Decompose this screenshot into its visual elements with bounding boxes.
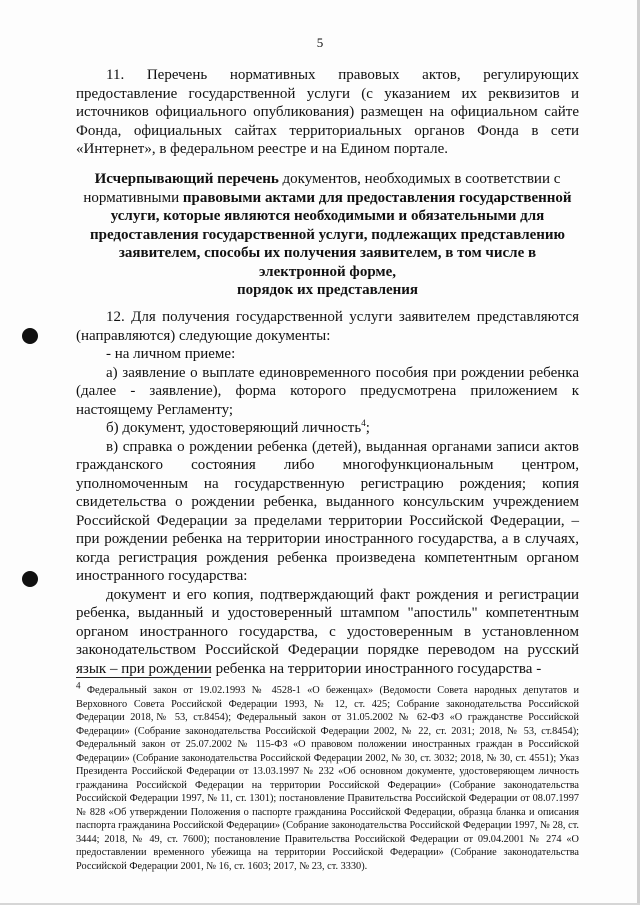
- punch-hole-mark: [22, 571, 38, 587]
- footnote-marker: 4: [76, 680, 81, 691]
- item-b-text: б) документ, удостоверяющий личность: [106, 420, 362, 436]
- footnote-reference: 4: [361, 418, 366, 428]
- heading-text: [76, 170, 579, 281]
- item-b-end: ;: [365, 420, 370, 436]
- paragraph-item-b: [76, 419, 579, 438]
- footnote-separator: [76, 677, 211, 678]
- heading-plain-1: документов, необходимых в соответствии с нормативными: [83, 171, 561, 206]
- paragraph-item-a: а) заявление о выплате единовременного пособия при рождении ребенка (далее - заявление), форма которого предусмотрена приложением к настоящему Регламенту;: [76, 364, 579, 418]
- page-number: 5: [316, 35, 324, 50]
- paragraph-12-intro: 12. Для получения государственной услуги заявителем представляются (направляются) следующие документы:: [76, 309, 579, 344]
- section-12: [76, 308, 579, 678]
- footnote-body: Федеральный закон от 19.02.1993 № 4528-1 «О беженцах» (Ведомости Совета народных депутатов и Верховного Совета Российской Федерации 1993, № 12, ст. 425; Собрание законодательства Российской Федерации 2018,№ 53, ст.8454); Федеральный закон от 31.05.2002 № 62-ФЗ «О гражданстве Российской Федерации» (Собрание законодательства Российской Федерации 2002, № 22, ст. 2031; 2018, № 53, ст.8454); Федеральный закон от 25.07.2002 № 115-ФЗ «О правовом положении иностранных граждан в Российской Федерации» (Собрание законодательства Российской Федерации 2002, № 30, ст. 3032; 2018, № 30, ст. 4551); Указ Президента Российской Федерации от 13.03.1997 № 232 «Об основном документе, удостоверяющем личность гражданина Российской Федерации на территории Российской Федерации» (Собрание законодательства Российской Федерации 1997, № 11, ст. 1301); постановление Правительства Российской Федерации от 08.07.1997 № 828 «Об утверждении Положения о паспорте гражданина Российской Федерации, образца бланка и описания паспорта гражданина Российской Федерации» (Собрание законодательства Российской Федерации 1997, № 28, ст. 3444; 2018, № 49, ст. 7600); постановление Правительства Российской Федерации от 09.04.2001 № 274 «О предоставлении временного убежища на территории Российской Федерации» (Собрание законодательства Российской Федерации 2001, № 16, ст. 1603; 2017, № 23, ст. 3330).: [76, 685, 579, 872]
- paragraph-in-person: - на личном приеме:: [106, 346, 236, 362]
- heading-last-line: порядок их представления: [236, 282, 419, 298]
- paragraph-11: 11. Перечень нормативных правовых актов, регулирующих предоставление государственной услуги (с указанием их реквизитов и источников официального опубликования) размещен на официальном сайте Фонда, официальных сайтах территориальных органов Фонда в сети «Интернет», в федеральном реестре и на Едином портале.: [76, 67, 579, 157]
- paragraph-item-v: в) справка о рождении ребенка (детей), выданная органами записи актов гражданского состояния либо многофункциональным центром, уполномоченным на государственную регистрацию рождения; копия свидетельства о рождении ребенка, выданного консульским учреждением Российской Федерации за пределами территории Российской Федерации, – при рождении ребенка на территории иностранного государства, а в случаях, когда регистрация рождения ребенка произведена компетентным органом иностранного государства:: [76, 438, 579, 584]
- footnote-text: [76, 680, 579, 873]
- heading-bold-2: правовыми актами для предоставления государственной услуги, которые являются необходимыми и обязательными для предоставления государственной услуги, подлежащих представлению заявителем, способы их получения заявителем, в том числе в электронной форме,: [89, 189, 572, 280]
- paragraph-apostille: документ и его копия, подтверждающий факт рождения и регистрации ребенка, выданный и удостоверенный штампом "апостиль" компетентным органом иностранного государства, с удостоверенным в установленном законодательством Российской Федерации порядке переводом на русский язык – при рождении ребенка на территории иностранного государства -: [76, 586, 579, 677]
- footnote: [76, 680, 579, 873]
- section-heading: [76, 170, 579, 300]
- heading-bold-1: Исчерпывающий перечень: [94, 171, 279, 187]
- punch-hole-mark: [22, 328, 38, 344]
- section-11: [76, 66, 579, 159]
